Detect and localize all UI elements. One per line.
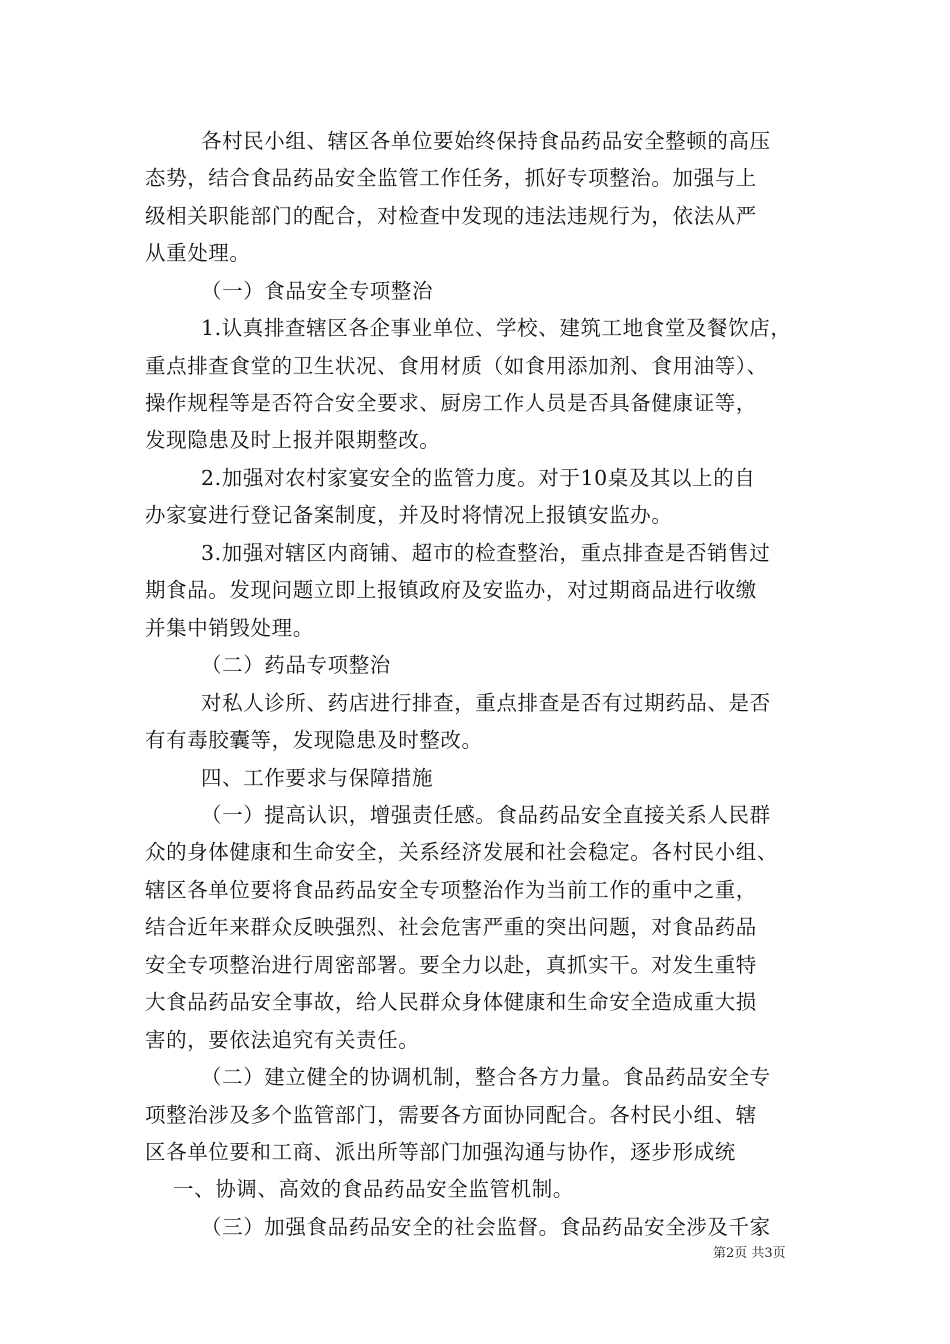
text-line: 区各单位要和工商、派出所等部门加强沟通与协作，逐步形成统: [145, 1140, 736, 1164]
text-line: 辖区各单位要将食品药品安全专项整治作为当前工作的重中之重，: [145, 878, 757, 902]
text-line: 期食品。发现问题立即上报镇政府及安监办，对过期商品进行收缴: [145, 578, 757, 602]
text-line: 安全专项整治进行周密部署。要全力以赴，真抓实干。对发生重特: [145, 953, 757, 977]
text-line: 发现隐患及时上报并限期整改。: [145, 428, 441, 452]
text-line: （三）加强食品药品安全的社会监督。食品药品安全涉及千家: [201, 1215, 771, 1239]
text-line: 操作规程等是否符合安全要求、厨房工作人员是否具备健康证等，: [145, 391, 757, 415]
page-number-footer: 第2页 共3页: [713, 1246, 786, 1261]
section-heading: 四、工作要求与保障措施: [201, 766, 434, 790]
text-line: 大食品药品安全事故，给人民群众身体健康和生命安全造成重大损: [145, 990, 757, 1014]
section-heading: （二）药品专项整治: [201, 653, 391, 677]
text-line: 各村民小组、辖区各单位要始终保持食品药品安全整顿的高压: [201, 129, 771, 153]
text-line: 办家宴进行登记备案制度，并及时将情况上报镇安监办。: [145, 503, 673, 527]
text-line: 并集中销毁处理。: [145, 616, 314, 640]
text-line: 态势，结合食品药品安全监管工作任务，抓好专项整治。加强与上: [145, 166, 757, 190]
section-heading: （一）食品安全专项整治: [201, 279, 434, 303]
text-line: 2.加强对农村家宴安全的监管力度。对于10桌及其以上的自: [201, 466, 756, 490]
text-line: （一）提高认识，增强责任感。食品药品安全直接关系人民群: [201, 803, 771, 827]
text-line: 从重处理。: [145, 241, 251, 265]
text-line: 项整治涉及多个监管部门，需要各方面协同配合。各村民小组、辖: [145, 1103, 757, 1127]
text-line: 3.加强对辖区内商铺、超市的检查整治，重点排查是否销售过: [201, 541, 771, 565]
text-line: 对私人诊所、药店进行排查，重点排查是否有过期药品、是否: [201, 691, 771, 715]
text-line: 害的，要依法追究有关责任。: [145, 1028, 420, 1052]
text-line: 众的身体健康和生命安全，关系经济发展和社会稳定。各村民小组、: [145, 840, 778, 864]
text-line: （二）建立健全的协调机制，整合各方力量。食品药品安全专: [201, 1065, 771, 1089]
text-line: 级相关职能部门的配合，对检查中发现的违法违规行为，依法从严: [145, 204, 757, 228]
text-line: 结合近年来群众反映强烈、社会危害严重的突出问题，对食品药品: [145, 915, 757, 939]
text-line: 一、协调、高效的食品药品安全监管机制。: [173, 1177, 574, 1201]
text-line: 1.认真排查辖区各企事业单位、学校、建筑工地食堂及餐饮店，: [201, 316, 792, 340]
text-line: 有有毒胶囊等，发现隐患及时整改。: [145, 728, 483, 752]
text-line: 重点排查食堂的卫生状况、食用材质（如食用添加剂、食用油等）、: [145, 354, 768, 378]
